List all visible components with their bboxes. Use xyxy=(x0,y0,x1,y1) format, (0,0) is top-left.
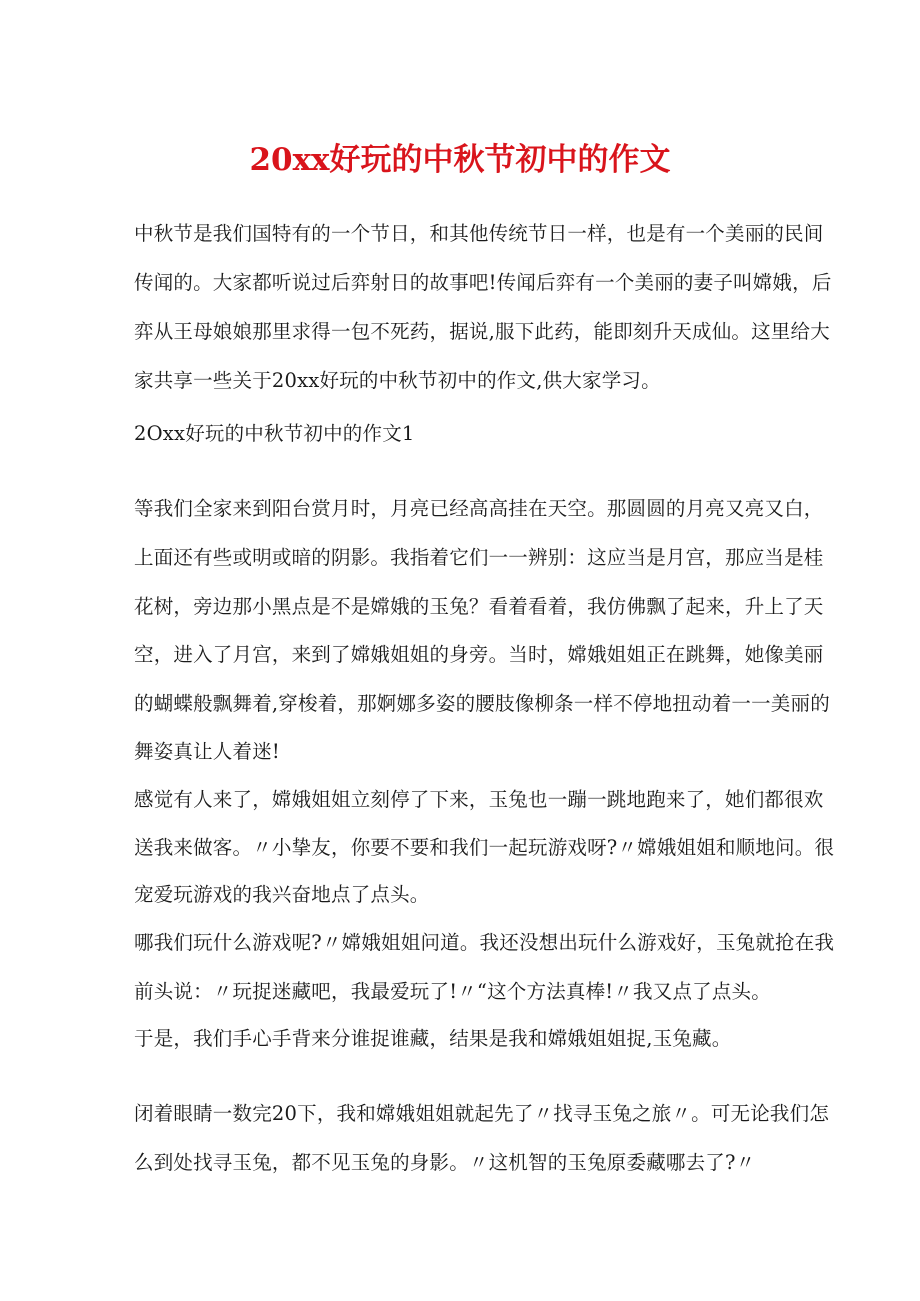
document-title: 20xx好玩的中秋节初中的作文 xyxy=(249,142,671,178)
paragraph-line: 宠爱玩游戏的我兴奋地点了点头。 xyxy=(134,883,430,906)
intro-line: 传闻的。大家都听说过后弈射日的故事吧!传闻后弈有一个美丽的妻子叫嫦娥，后 xyxy=(134,271,832,294)
paragraph-line: 等我们全家来到阳台赏月时，月亮已经高高挂在天空。那圆圆的月亮又亮又白， xyxy=(134,497,824,520)
paragraph-line: 于是，我们手心手背来分谁捉谁藏，结果是我和嫦娥姐姐捉,玉兔藏。 xyxy=(134,1027,732,1050)
paragraph-line: 舞姿真让人着迷! xyxy=(134,740,280,763)
paragraph-line: 的蝴蝶般飘舞着,穿梭着，那婀娜多姿的腰肢像柳条一样不停地扭动着一一美丽的 xyxy=(134,692,830,715)
paragraph-line: 闭着眼睛一数完20下，我和嫦娥姐姐就起先了〃找寻玉兔之旅〃。可无论我们怎 xyxy=(134,1102,830,1125)
paragraph-line: 感觉有人来了，嫦娥姐姐立刻停了下来，玉兔也一蹦一跳地跑来了，她们都很欢 xyxy=(134,788,824,811)
paragraph-line: 花树，旁边那小黑点是不是嫦娥的玉兔？看着看着，我仿佛飘了起来，升上了天 xyxy=(134,595,824,618)
paragraph-line: 前头说：〃玩捉迷藏吧，我最爱玩了!〃“这个方法真棒!〃我又点了点头。 xyxy=(134,980,771,1003)
intro-line: 弈从王母娘娘那里求得一包不死药，据说,服下此药，能即刻升天成仙。这里给大 xyxy=(134,320,830,343)
paragraph-line: 送我来做客。〃小挚友，你要不要和我们一起玩游戏呀?〃嫦娥姐姐和顺地问。很 xyxy=(134,836,835,859)
intro-line: 中秋节是我们国特有的一个节日，和其他传统节日一样，也是有一个美丽的民间 xyxy=(134,222,824,245)
intro-line: 家共享一些关于20xx好玩的中秋节初中的作文,供大家学习。 xyxy=(134,369,661,392)
paragraph-line: 上面还有些或明或暗的阴影。我指着它们一一辨别：这应当是月宫，那应当是桂 xyxy=(134,546,824,569)
paragraph-line: 空，进入了月宫，来到了嫦娥姐姐的身旁。当时，嫦娥姐姐正在跳舞，她像美丽 xyxy=(134,643,824,666)
paragraph-line: 哪我们玩什么游戏呢?〃嫦娥姐姐问道。我还没想出玩什么游戏好，玉兔就抢在我 xyxy=(134,931,835,954)
section-heading: 2Oxx好玩的中秋节初中的作文1 xyxy=(134,422,415,445)
paragraph-line: 么到处找寻玉兔，都不见玉兔的身影。〃这机智的玉兔原委藏哪去了?〃 xyxy=(134,1151,756,1174)
